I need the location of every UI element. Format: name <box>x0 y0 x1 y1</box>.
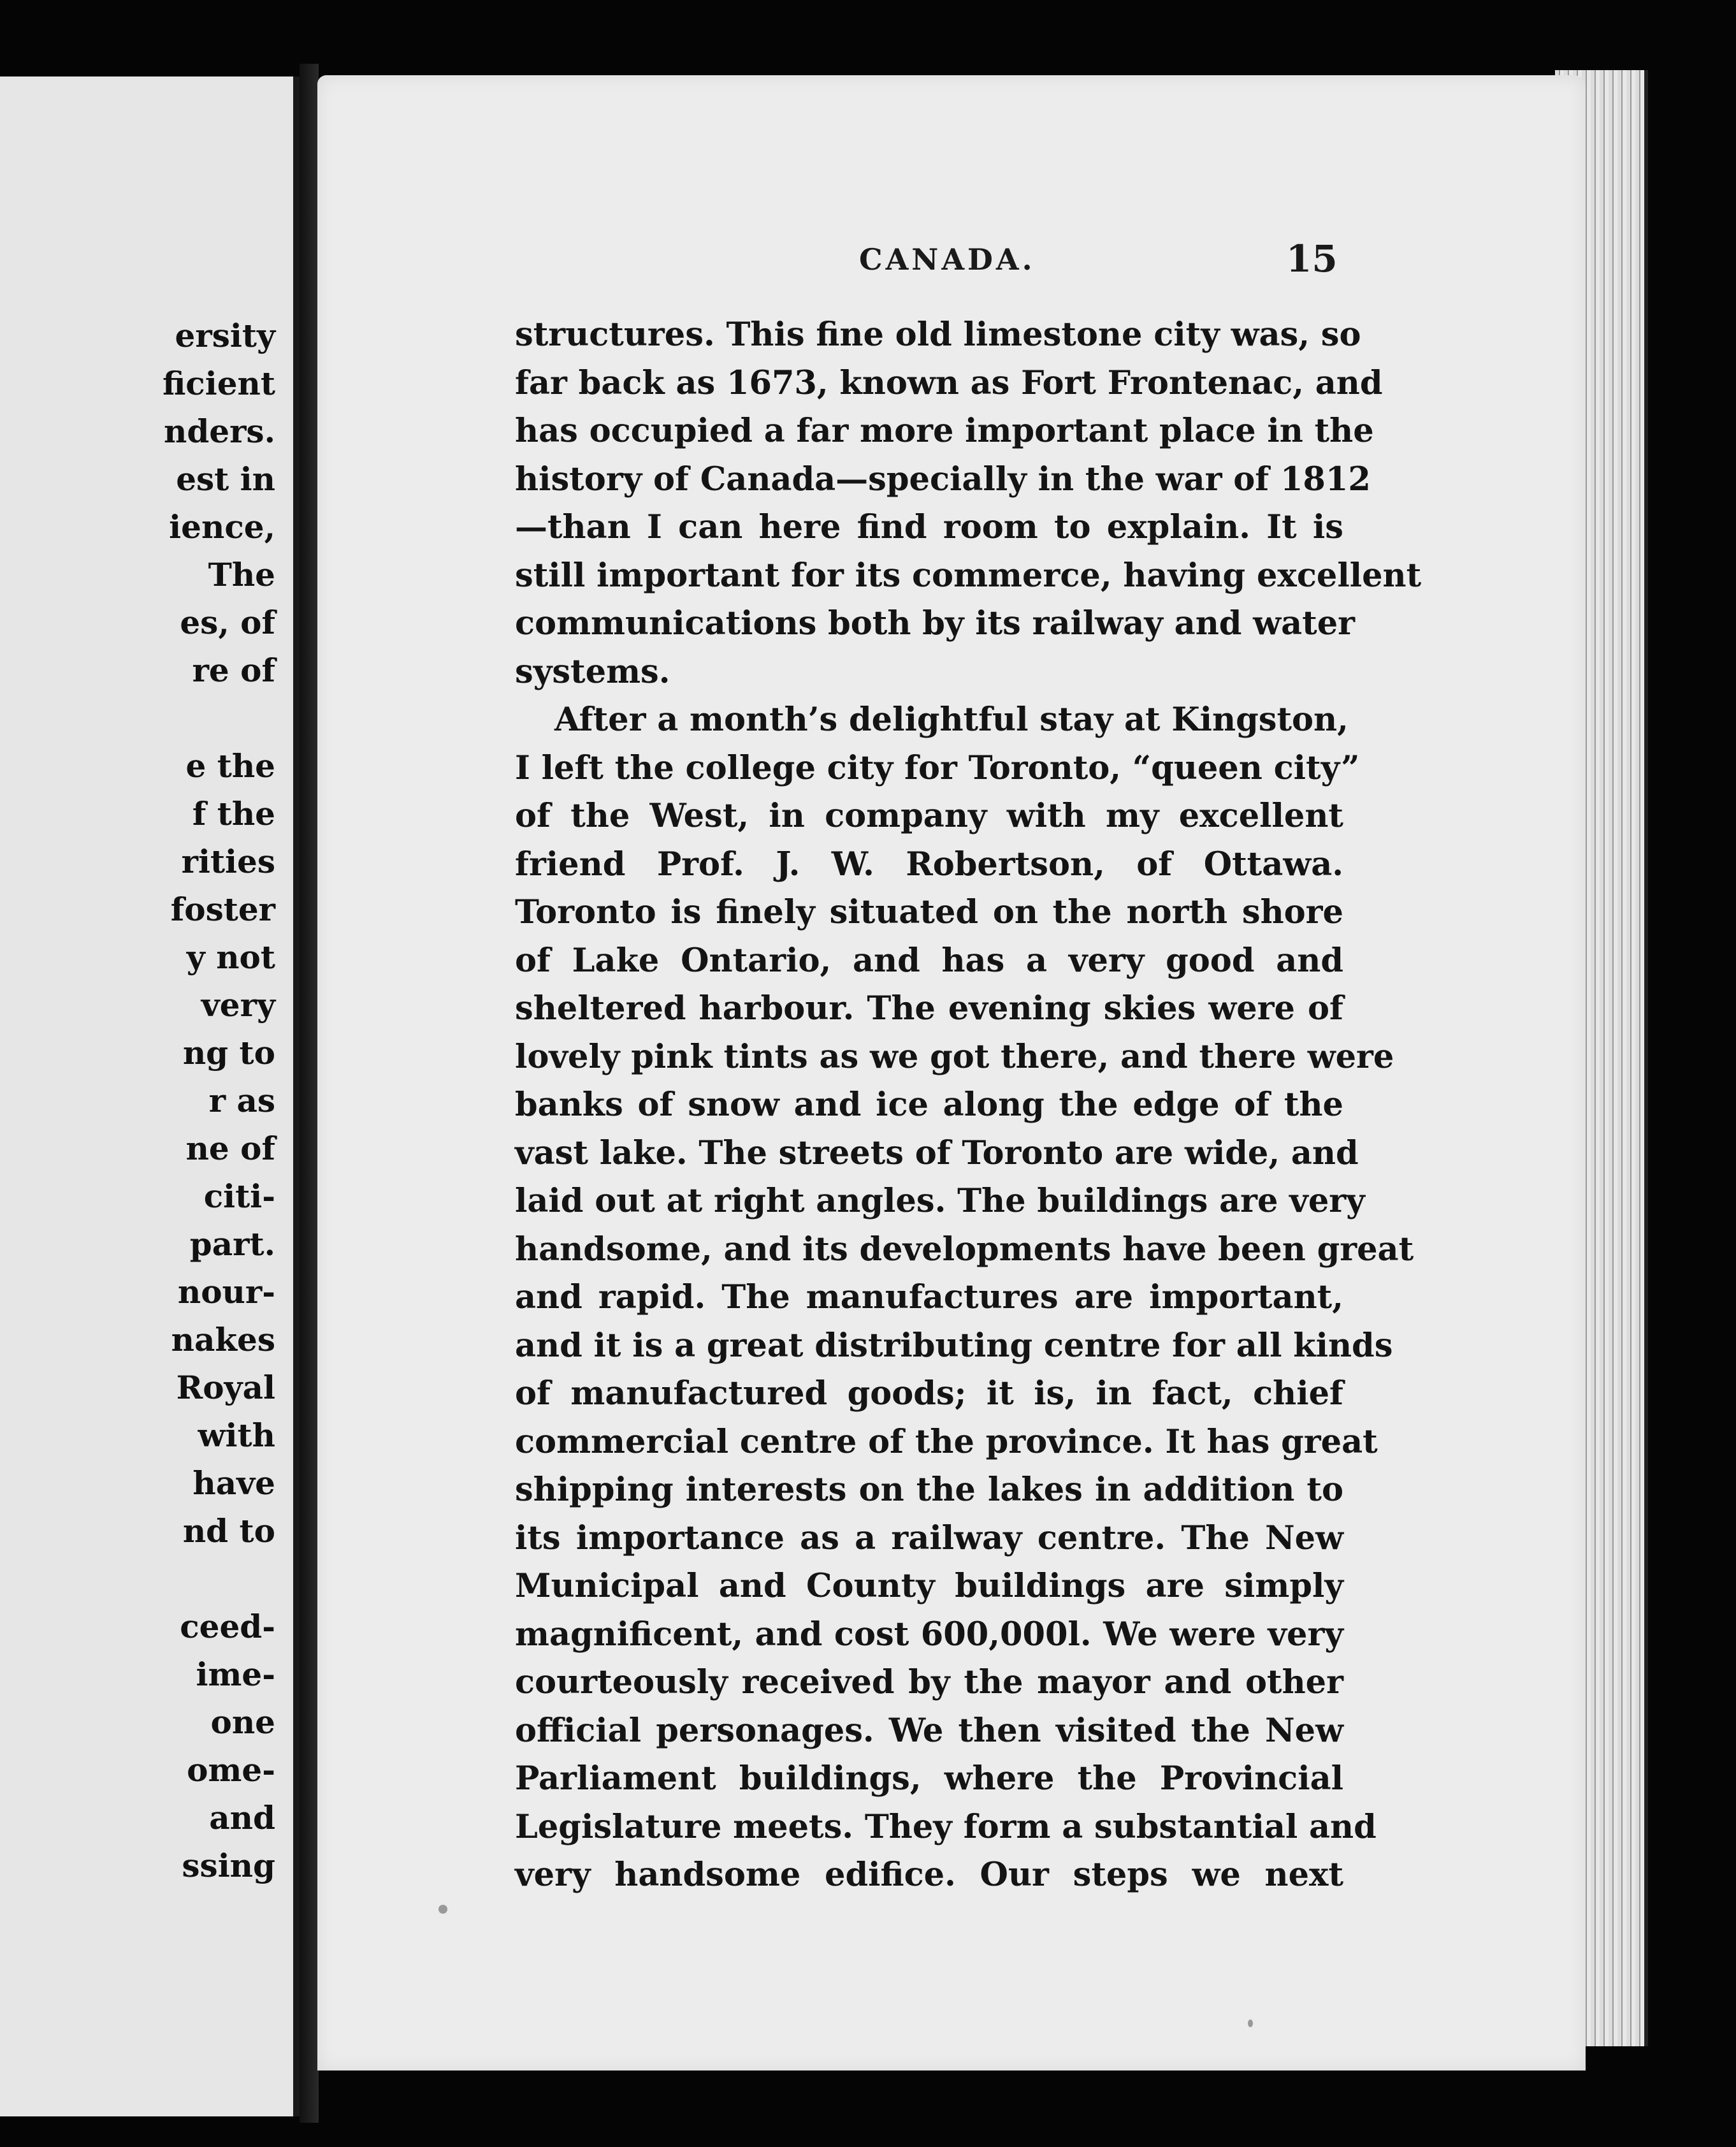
previous-page-line: nders. <box>163 412 275 450</box>
previous-page-line: The <box>208 556 275 593</box>
paper-speck <box>1248 2020 1253 2027</box>
text-line: Municipal and County buildings are simply <box>515 1567 1343 1605</box>
text-line: Toronto is finely situated on the north shore <box>515 893 1343 931</box>
text-line: sheltered harbour. The evening skies were of <box>515 989 1343 1028</box>
text-line: far back as 1673, known as Fort Frontenac, and <box>515 363 1383 402</box>
text-line: of manufactured goods; it is, in fact, chief <box>515 1374 1343 1413</box>
text-line: structures. This fine old limestone city was, so <box>515 316 1361 354</box>
text-line: laid out at right angles. The buildings are very <box>515 1182 1365 1220</box>
paper-speck <box>438 1905 447 1914</box>
previous-page-line: part. <box>189 1225 275 1263</box>
previous-page-line: ssing <box>182 1847 275 1884</box>
previous-page-line: Royal <box>176 1369 275 1406</box>
previous-page-line: ng to <box>182 1034 275 1072</box>
text-line: —than I can here find room to explain. It is <box>515 508 1343 546</box>
previous-page-line: nakes <box>171 1321 275 1358</box>
previous-page <box>0 76 300 2116</box>
text-line: friend Prof. J. W. Robertson, of Ottawa. <box>515 845 1343 884</box>
text-line: systems. <box>515 652 670 691</box>
previous-page-line: y not <box>186 938 275 976</box>
text-line: still important for its commerce, having excellent <box>515 556 1422 595</box>
previous-page-line: very <box>201 986 275 1024</box>
body-text <box>515 311 1422 1900</box>
previous-page-line: ome- <box>187 1751 275 1789</box>
previous-page-line: est in <box>176 460 275 498</box>
text-line: of Lake Ontario, and has a very good and <box>515 941 1343 980</box>
text-line: its importance as a railway centre. The New <box>515 1518 1343 1557</box>
previous-page-line: with <box>198 1416 275 1454</box>
previous-page-line: and <box>209 1799 275 1837</box>
text-line: commercial centre of the province. It has great <box>515 1422 1378 1461</box>
previous-page-line: e the <box>185 747 275 785</box>
previous-page-line: ience, <box>169 508 275 546</box>
text-line: vast lake. The streets of Toronto are wide, and <box>515 1133 1359 1172</box>
running-head <box>317 237 1586 287</box>
previous-page-line: citi- <box>203 1177 275 1215</box>
text-line: has occupied a far more important place in the <box>515 412 1374 450</box>
book-page <box>317 75 1586 2071</box>
text-line: magnificent, and cost 600,000l. We were very <box>515 1615 1343 1654</box>
previous-page-line: foster <box>170 891 275 928</box>
text-line: courteously received by the mayor and other <box>515 1663 1343 1701</box>
previous-page-line: ne of <box>185 1130 275 1167</box>
previous-page-line: ersity <box>175 317 275 354</box>
previous-page-line: f the <box>192 795 275 833</box>
text-line: communications both by its railway and water <box>515 604 1356 643</box>
text-line: shipping interests on the lakes in addition to <box>515 1471 1343 1509</box>
text-line: I left the college city for Toronto, “queen city” <box>515 748 1360 787</box>
text-line: After a month’s delightful stay at Kingston, <box>554 701 1349 739</box>
book-gutter <box>300 64 319 2123</box>
text-line: history of Canada—specially in the war of 1812 <box>515 460 1371 499</box>
previous-page-line: rities <box>181 843 275 880</box>
previous-page-line: have <box>192 1464 275 1502</box>
running-head-title: CANADA. <box>859 242 1036 277</box>
previous-page-line: r as <box>208 1082 275 1119</box>
text-line: official personages. We then visited the New <box>515 1711 1343 1750</box>
text-line: and rapid. The manufactures are important, <box>515 1278 1343 1316</box>
previous-page-line: nour- <box>177 1273 275 1311</box>
previous-page-line: ime- <box>196 1656 275 1693</box>
text-line: handsome, and its developments have been great <box>515 1230 1414 1269</box>
text-line: of the West, in company with my excellent <box>515 797 1343 835</box>
previous-page-line: es, of <box>180 604 275 641</box>
text-line: banks of snow and ice along the edge of the <box>515 1086 1343 1124</box>
text-line: Legislature meets. They form a substantial and <box>515 1807 1377 1846</box>
text-line: Parliament buildings, where the Provincial <box>515 1759 1343 1798</box>
previous-page-line: re of <box>192 651 275 689</box>
previous-page-line: nd to <box>182 1512 275 1550</box>
previous-page-line: ficient <box>162 365 275 402</box>
text-line: and it is a great distributing centre for all kinds <box>515 1326 1393 1365</box>
text-line: very handsome edifice. Our steps we next <box>515 1856 1343 1894</box>
previous-page-line: one <box>210 1703 275 1741</box>
text-line: lovely pink tints as we got there, and there were <box>515 1037 1394 1076</box>
page-number: 15 <box>1286 237 1338 280</box>
previous-page-line: ceed- <box>180 1608 275 1645</box>
